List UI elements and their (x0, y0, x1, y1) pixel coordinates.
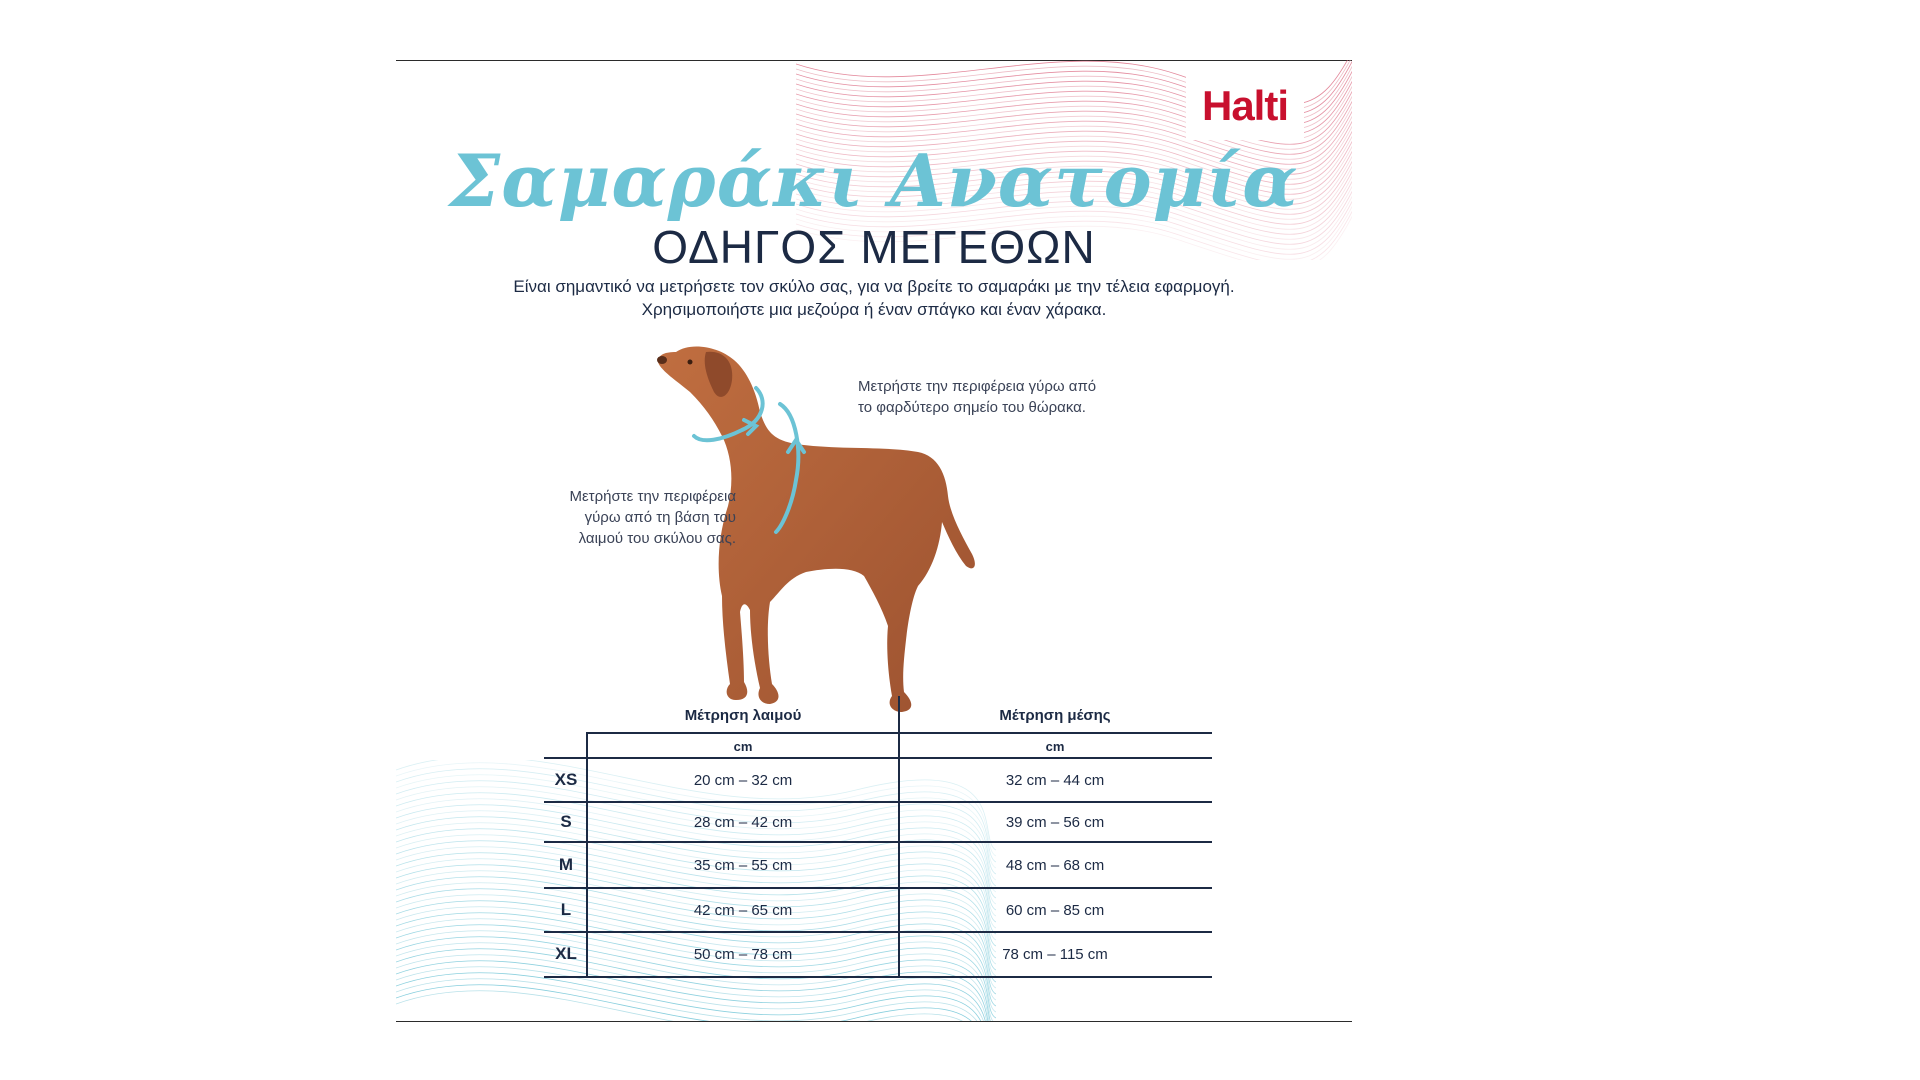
waist-value: 32 cm – 44 cm (1005, 771, 1105, 789)
brand-logo-text: Halti (1201, 82, 1288, 129)
row-rule (544, 976, 1212, 978)
intro-line-1: Είναι σημαντικό να μετρήσετε τον σκύλο σας, για να βρείτε το σαμαράκι με την τέλεια εφαρμογή. (513, 277, 1235, 296)
waist-value: 48 cm – 68 cm (1005, 856, 1105, 874)
size-label: XL (555, 944, 577, 963)
waist-value: 39 cm – 56 cm (1005, 813, 1105, 831)
row-rule (544, 757, 1212, 759)
neck-value: 42 cm – 65 cm (693, 901, 793, 919)
neck-note-line-2: γύρω από τη βάση του (584, 509, 736, 526)
neck-note-line-1: Μετρήστε την περιφέρεια (569, 488, 736, 505)
brand-logo (1186, 72, 1304, 140)
neck-value: 28 cm – 42 cm (693, 813, 793, 831)
page-subtitle: ΟΔΗΓΟΣ ΜΕΓΕΘΩΝ (652, 221, 1096, 273)
size-label: S (560, 812, 572, 831)
waist-value: 78 cm – 115 cm (1002, 945, 1108, 963)
dog-nose (657, 356, 667, 364)
size-table (544, 696, 1212, 980)
waist-value: 60 cm – 85 cm (1005, 901, 1105, 919)
size-guide-sheet (396, 60, 1352, 1022)
size-label: M (558, 855, 574, 874)
chest-note-line-1: Μετρήστε την περιφέρεια γύρω από (858, 378, 1097, 395)
header-waist: Μέτρηση μέσης (999, 706, 1111, 724)
header-neck: Μέτρηση λαιμού (684, 706, 802, 724)
chest-measure-note (858, 376, 1148, 418)
neck-measure-note (496, 486, 736, 549)
row-rule (544, 887, 1212, 889)
neck-value: 35 cm – 55 cm (693, 856, 793, 874)
header-rule (586, 732, 1212, 734)
size-label: XS (554, 770, 578, 789)
row-rule (544, 931, 1212, 933)
unit-waist: cm (1045, 738, 1065, 754)
wave-line (396, 985, 996, 1022)
dog-eye (688, 360, 693, 365)
size-label: L (560, 900, 572, 919)
neck-value: 20 cm – 32 cm (693, 771, 793, 789)
column-divider (898, 696, 900, 978)
neck-note-line-3: λαιμού του σκύλου σας. (578, 530, 736, 547)
row-rule (544, 841, 1212, 843)
unit-neck: cm (733, 738, 753, 754)
neck-value: 50 cm – 78 cm (693, 945, 793, 963)
intro-line-2: Χρησιμοποιήστε μια μεζούρα ή έναν σπάγκο και έναν χάρακα. (641, 300, 1107, 319)
chest-note-line-2: το φαρδύτερο σημείο του θώρακα. (858, 399, 1086, 416)
page-title: Σαμαράκι Ανατομία (449, 138, 1299, 223)
bottom-rule (396, 1021, 1352, 1022)
size-column-divider (586, 732, 588, 978)
row-rule (544, 801, 1212, 803)
